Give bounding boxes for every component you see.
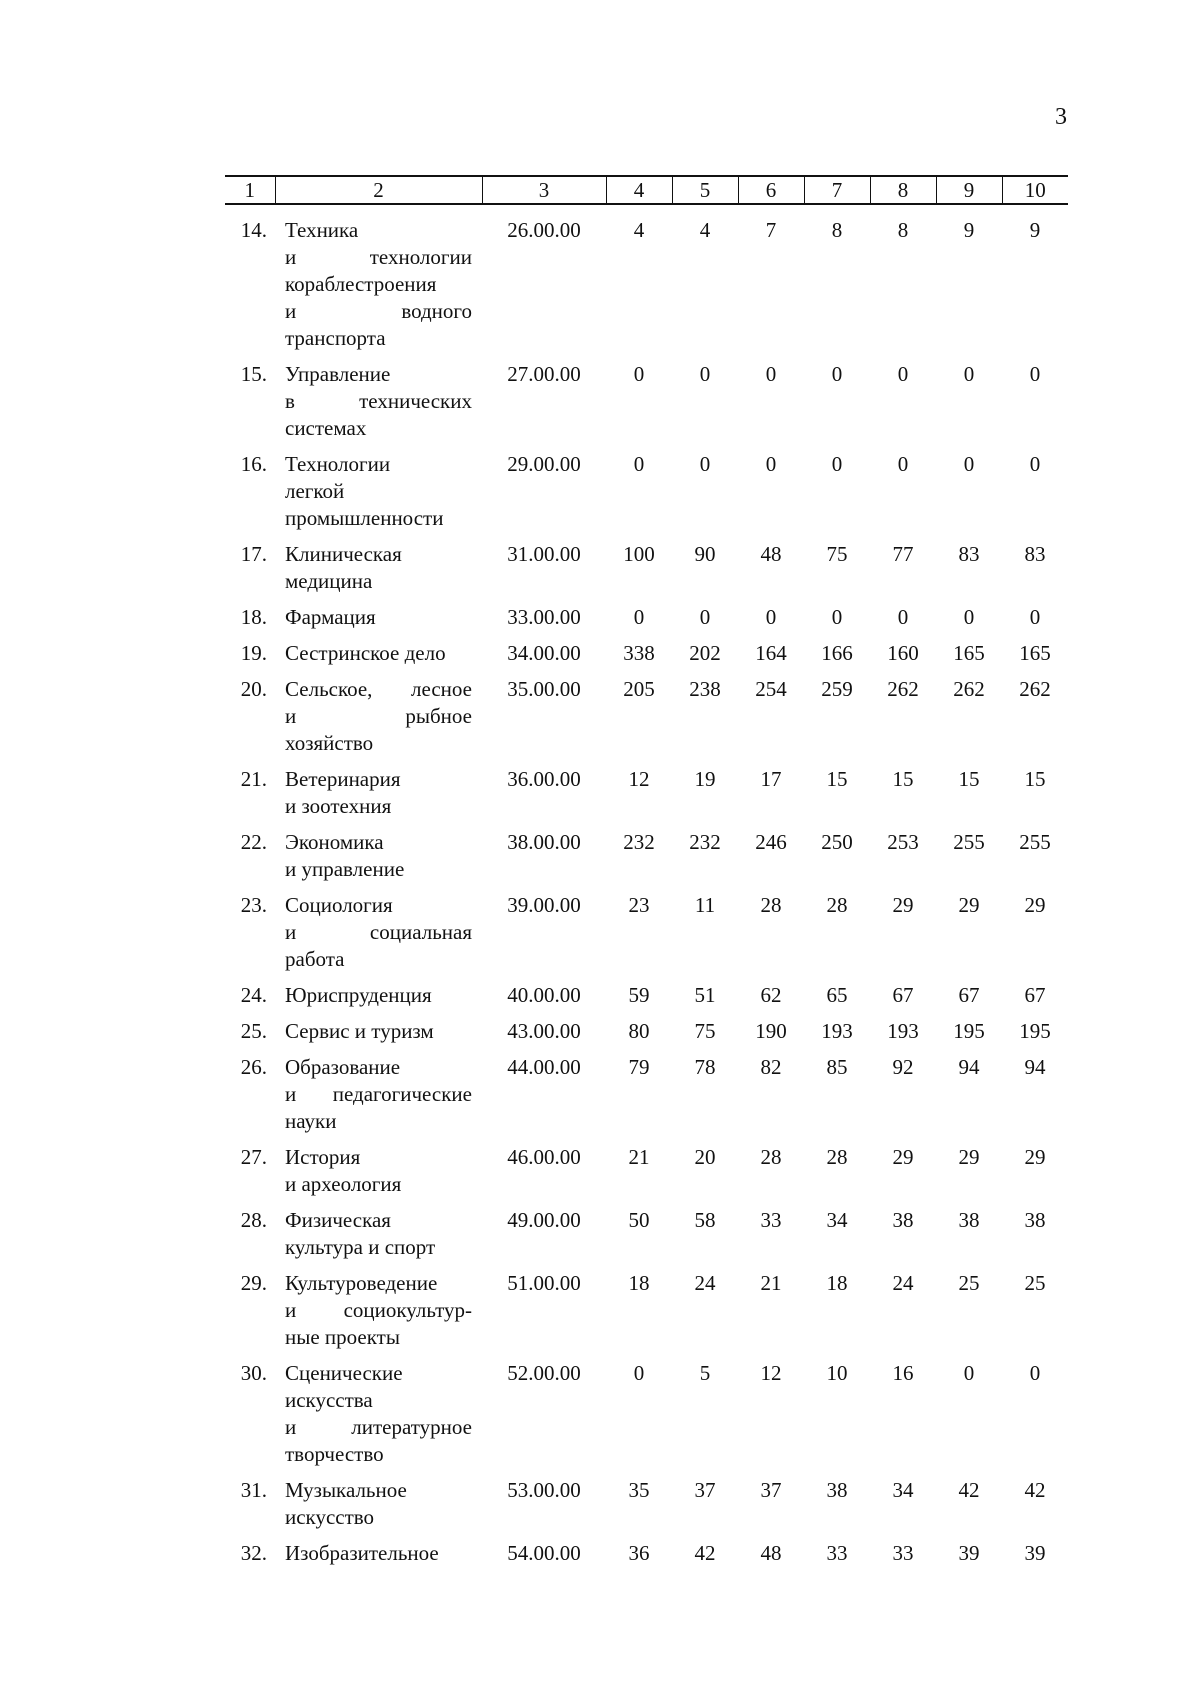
field-name-line: Техника (285, 218, 359, 242)
field-code: 35.00.00 (507, 677, 581, 701)
value-cell-col-5: 0 (699, 362, 711, 386)
field-name (275, 766, 482, 829)
value-cell-col-6: 12 (760, 1361, 782, 1385)
value-cell-col-9: 67 (958, 983, 980, 1007)
table-row (225, 1540, 1068, 1576)
value-cell-col-7: 0 (831, 362, 843, 386)
column-header-1: 1 (225, 176, 275, 204)
field-name-line: Музыкальное (285, 1478, 407, 1502)
field-code: 29.00.00 (507, 452, 581, 476)
value-cell-col-7: 8 (831, 218, 843, 242)
field-name-line: Культуроведение (285, 1271, 438, 1295)
page-number: 3 (1055, 104, 1067, 130)
value-cell-col-6: 7 (765, 218, 777, 242)
value-cell-col-4: 4 (633, 218, 645, 242)
field-name-line: Сельское, лесное (285, 677, 472, 701)
value-cell-col-10: 195 (1019, 1019, 1051, 1043)
field-code: 34.00.00 (507, 641, 581, 665)
header-spacer (225, 204, 1068, 217)
field-code: 52.00.00 (507, 1361, 581, 1385)
value-cell-col-4: 0 (633, 362, 645, 386)
value-cell-col-6: 82 (760, 1055, 782, 1079)
table-row (225, 1018, 1068, 1054)
field-name (275, 1018, 482, 1054)
value-cell-col-10: 0 (1029, 605, 1041, 629)
value-cell-col-9: 262 (953, 677, 985, 701)
field-name-line: Управление (285, 362, 391, 386)
value-cell-col-6: 0 (765, 362, 777, 386)
field-name (275, 1477, 482, 1540)
field-name (275, 829, 482, 892)
column-header-3: 3 (482, 176, 606, 204)
row-number: 20. (240, 677, 267, 701)
field-name (275, 1054, 482, 1144)
table-row (225, 766, 1068, 829)
value-cell-col-6: 17 (760, 767, 782, 791)
value-cell-col-10: 83 (1024, 542, 1046, 566)
field-code: 43.00.00 (507, 1019, 581, 1043)
value-cell-col-6: 0 (765, 605, 777, 629)
value-cell-col-8: 0 (897, 452, 909, 476)
value-cell-col-9: 165 (953, 641, 985, 665)
field-code: 40.00.00 (507, 983, 581, 1007)
value-cell-col-8: 160 (887, 641, 919, 665)
value-cell-col-5: 37 (694, 1478, 716, 1502)
field-name (275, 1360, 482, 1477)
value-cell-col-8: 0 (897, 362, 909, 386)
table-row (225, 1144, 1068, 1207)
value-cell-col-10: 262 (1019, 677, 1051, 701)
value-cell-col-7: 28 (826, 1145, 848, 1169)
table-row (225, 829, 1068, 892)
table-row (225, 604, 1068, 640)
value-cell-col-8: 16 (892, 1361, 914, 1385)
field-name (275, 604, 482, 640)
row-number: 21. (240, 767, 267, 791)
value-cell-col-8: 193 (887, 1019, 919, 1043)
table-row (225, 676, 1068, 766)
header-row (225, 176, 1068, 204)
column-header-2: 2 (275, 176, 482, 204)
value-cell-col-5: 11 (694, 893, 716, 917)
value-cell-col-4: 18 (628, 1271, 650, 1295)
field-name (275, 892, 482, 982)
field-name-line: Клиническая (285, 542, 402, 566)
value-cell-col-7: 33 (826, 1541, 848, 1565)
table-row (225, 1054, 1068, 1144)
field-code: 26.00.00 (507, 218, 581, 242)
value-cell-col-6: 33 (760, 1208, 782, 1232)
column-header-8: 8 (870, 176, 936, 204)
value-cell-col-7: 250 (821, 830, 853, 854)
value-cell-col-7: 65 (826, 983, 848, 1007)
value-cell-col-6: 28 (760, 1145, 782, 1169)
value-cell-col-6: 190 (755, 1019, 787, 1043)
value-cell-col-9: 195 (953, 1019, 985, 1043)
value-cell-col-5: 202 (689, 641, 721, 665)
table-row (225, 640, 1068, 676)
value-cell-col-7: 85 (826, 1055, 848, 1079)
table-header (225, 176, 1068, 204)
field-name-line: и археология (285, 1172, 402, 1196)
value-cell-col-8: 33 (892, 1541, 914, 1565)
value-cell-col-9: 0 (963, 362, 975, 386)
value-cell-col-9: 15 (958, 767, 980, 791)
value-cell-col-6: 62 (760, 983, 782, 1007)
field-name (275, 640, 482, 676)
value-cell-col-5: 78 (694, 1055, 716, 1079)
row-number: 15. (240, 362, 267, 386)
field-code: 54.00.00 (507, 1541, 581, 1565)
value-cell-col-8: 67 (892, 983, 914, 1007)
field-name-line: Сценические (285, 1361, 403, 1385)
row-number: 29. (240, 1271, 267, 1295)
value-cell-col-7: 15 (826, 767, 848, 791)
field-name-line: Сервис и туризм (285, 1019, 434, 1043)
field-name-line: и технологии (285, 245, 472, 269)
value-cell-col-5: 0 (699, 605, 711, 629)
value-cell-col-9: 42 (958, 1478, 980, 1502)
field-name (275, 1144, 482, 1207)
value-cell-col-10: 0 (1029, 362, 1041, 386)
row-number: 31. (240, 1478, 267, 1502)
value-cell-col-10: 0 (1029, 1361, 1041, 1385)
field-code: 27.00.00 (507, 362, 581, 386)
value-cell-col-9: 0 (963, 452, 975, 476)
field-name-line: хозяйство (285, 731, 374, 755)
data-table (225, 175, 1068, 1576)
value-cell-col-4: 338 (623, 641, 655, 665)
value-cell-col-4: 100 (623, 542, 655, 566)
value-cell-col-7: 34 (826, 1208, 848, 1232)
field-name-line: в технических (285, 389, 472, 413)
row-number: 16. (240, 452, 267, 476)
row-number: 19. (240, 641, 267, 665)
value-cell-col-4: 35 (628, 1478, 650, 1502)
field-code: 46.00.00 (507, 1145, 581, 1169)
field-code: 36.00.00 (507, 767, 581, 791)
value-cell-col-8: 92 (892, 1055, 914, 1079)
value-cell-col-4: 50 (628, 1208, 650, 1232)
field-name-line: Юриспруденция (285, 983, 432, 1007)
value-cell-col-10: 29 (1024, 893, 1046, 917)
value-cell-col-4: 0 (633, 1361, 645, 1385)
table-row (225, 541, 1068, 604)
field-name-line: и управление (285, 857, 405, 881)
value-cell-col-6: 254 (755, 677, 787, 701)
field-name-line: медицина (285, 569, 373, 593)
field-name-line: легкой (285, 479, 345, 503)
value-cell-col-10: 67 (1024, 983, 1046, 1007)
value-cell-col-5: 19 (694, 767, 716, 791)
column-header-4: 4 (606, 176, 672, 204)
value-cell-col-7: 193 (821, 1019, 853, 1043)
field-name-line: системах (285, 416, 367, 440)
field-name-line: творчество (285, 1442, 384, 1466)
field-name (275, 1270, 482, 1360)
field-name-line: и педагогические (285, 1082, 472, 1106)
column-header-5: 5 (672, 176, 738, 204)
value-cell-col-9: 9 (963, 218, 975, 242)
value-cell-col-4: 205 (623, 677, 655, 701)
field-name-line: культура и спорт (285, 1235, 436, 1259)
value-cell-col-9: 29 (958, 1145, 980, 1169)
value-cell-col-8: 38 (892, 1208, 914, 1232)
field-name (275, 361, 482, 451)
column-header-6: 6 (738, 176, 804, 204)
value-cell-col-7: 0 (831, 605, 843, 629)
field-name-line: История (285, 1145, 361, 1169)
value-cell-col-7: 0 (831, 452, 843, 476)
value-cell-col-10: 165 (1019, 641, 1051, 665)
value-cell-col-4: 80 (628, 1019, 650, 1043)
value-cell-col-10: 94 (1024, 1055, 1046, 1079)
value-cell-col-9: 29 (958, 893, 980, 917)
field-name (275, 1207, 482, 1270)
row-number: 24. (240, 983, 267, 1007)
value-cell-col-5: 51 (694, 983, 716, 1007)
value-cell-col-8: 0 (897, 605, 909, 629)
value-cell-col-4: 0 (633, 452, 645, 476)
table-row (225, 1270, 1068, 1360)
field-name-line: Изобразительное (285, 1541, 439, 1565)
row-number: 28. (240, 1208, 267, 1232)
value-cell-col-8: 15 (892, 767, 914, 791)
value-cell-col-4: 12 (628, 767, 650, 791)
value-cell-col-7: 10 (826, 1361, 848, 1385)
field-name-line: Экономика (285, 830, 384, 854)
field-name-line: Образование (285, 1055, 401, 1079)
field-name-line: Ветеринария (285, 767, 401, 791)
value-cell-col-9: 25 (958, 1271, 980, 1295)
value-cell-col-5: 232 (689, 830, 721, 854)
value-cell-col-10: 42 (1024, 1478, 1046, 1502)
row-number: 18. (240, 605, 267, 629)
field-name-line: промышленности (285, 506, 444, 530)
field-name (275, 1540, 482, 1576)
field-code: 38.00.00 (507, 830, 581, 854)
value-cell-col-9: 0 (963, 605, 975, 629)
value-cell-col-5: 24 (694, 1271, 716, 1295)
field-name-line: науки (285, 1109, 337, 1133)
table-row (225, 361, 1068, 451)
value-cell-col-5: 238 (689, 677, 721, 701)
value-cell-col-9: 83 (958, 542, 980, 566)
field-name-line: ные проекты (285, 1325, 400, 1349)
field-name-line: и зоотехния (285, 794, 392, 818)
value-cell-col-7: 259 (821, 677, 853, 701)
field-name-line: и рыбное (285, 704, 472, 728)
field-name-line: Социология (285, 893, 393, 917)
value-cell-col-4: 232 (623, 830, 655, 854)
value-cell-col-6: 164 (755, 641, 787, 665)
value-cell-col-4: 36 (628, 1541, 650, 1565)
value-cell-col-5: 0 (699, 452, 711, 476)
field-name-line: транспорта (285, 326, 386, 350)
value-cell-col-8: 34 (892, 1478, 914, 1502)
value-cell-col-10: 29 (1024, 1145, 1046, 1169)
value-cell-col-9: 255 (953, 830, 985, 854)
field-name (275, 451, 482, 541)
field-name-line: Технологии (285, 452, 391, 476)
value-cell-col-6: 246 (755, 830, 787, 854)
table-row (225, 1360, 1068, 1477)
field-name (275, 541, 482, 604)
value-cell-col-5: 58 (694, 1208, 716, 1232)
field-name-line: и социальная (285, 920, 472, 944)
value-cell-col-10: 38 (1024, 1208, 1046, 1232)
field-name (275, 982, 482, 1018)
row-number: 17. (240, 542, 267, 566)
value-cell-col-4: 21 (628, 1145, 650, 1169)
value-cell-col-4: 0 (633, 605, 645, 629)
field-name-line: искусство (285, 1505, 375, 1529)
field-code: 53.00.00 (507, 1478, 581, 1502)
value-cell-col-6: 48 (760, 1541, 782, 1565)
value-cell-col-6: 21 (760, 1271, 782, 1295)
field-name-line: и водного (285, 299, 472, 323)
value-cell-col-6: 37 (760, 1478, 782, 1502)
table-row (225, 1477, 1068, 1540)
column-header-10: 10 (1002, 176, 1068, 204)
value-cell-col-10: 0 (1029, 452, 1041, 476)
value-cell-col-9: 38 (958, 1208, 980, 1232)
value-cell-col-5: 90 (694, 542, 716, 566)
value-cell-col-5: 20 (694, 1145, 716, 1169)
value-cell-col-5: 4 (699, 218, 711, 242)
field-code: 49.00.00 (507, 1208, 581, 1232)
value-cell-col-6: 0 (765, 452, 777, 476)
value-cell-col-9: 39 (958, 1541, 980, 1565)
field-name-line: и литературное (285, 1415, 472, 1439)
value-cell-col-5: 75 (694, 1019, 716, 1043)
row-number: 26. (240, 1055, 267, 1079)
value-cell-col-8: 8 (897, 218, 909, 242)
value-cell-col-7: 75 (826, 542, 848, 566)
row-number: 23. (240, 893, 267, 917)
value-cell-col-6: 48 (760, 542, 782, 566)
field-name (275, 676, 482, 766)
value-cell-col-7: 18 (826, 1271, 848, 1295)
table-row (225, 892, 1068, 982)
value-cell-col-10: 39 (1024, 1541, 1046, 1565)
value-cell-col-8: 29 (892, 1145, 914, 1169)
field-code: 51.00.00 (507, 1271, 581, 1295)
value-cell-col-4: 79 (628, 1055, 650, 1079)
value-cell-col-8: 253 (887, 830, 919, 854)
row-number: 22. (240, 830, 267, 854)
value-cell-col-7: 166 (821, 641, 853, 665)
row-number: 27. (240, 1145, 267, 1169)
row-number: 25. (240, 1019, 267, 1043)
table-row (225, 217, 1068, 361)
table-body (225, 204, 1068, 1576)
table-row (225, 982, 1068, 1018)
value-cell-col-8: 262 (887, 677, 919, 701)
field-name-line: искусства (285, 1388, 373, 1412)
field-code: 39.00.00 (507, 893, 581, 917)
table-row (225, 1207, 1068, 1270)
field-name-line: Сестринское дело (285, 641, 446, 665)
field-name-line: работа (285, 947, 345, 971)
value-cell-col-5: 5 (699, 1361, 711, 1385)
field-name-line: Физическая (285, 1208, 391, 1232)
value-cell-col-6: 28 (760, 893, 782, 917)
value-cell-col-9: 94 (958, 1055, 980, 1079)
value-cell-col-10: 25 (1024, 1271, 1046, 1295)
value-cell-col-8: 29 (892, 893, 914, 917)
field-name (275, 217, 482, 361)
value-cell-col-10: 255 (1019, 830, 1051, 854)
column-header-9: 9 (936, 176, 1002, 204)
field-code: 44.00.00 (507, 1055, 581, 1079)
row-number: 32. (240, 1541, 267, 1565)
value-cell-col-9: 0 (963, 1361, 975, 1385)
row-number: 30. (240, 1361, 267, 1385)
field-code: 31.00.00 (507, 542, 581, 566)
value-cell-col-4: 23 (628, 893, 650, 917)
value-cell-col-8: 77 (892, 542, 914, 566)
value-cell-col-10: 15 (1024, 767, 1046, 791)
value-cell-col-10: 9 (1029, 218, 1041, 242)
field-name-line: Фармация (285, 605, 376, 629)
value-cell-col-8: 24 (892, 1271, 914, 1295)
table-row (225, 451, 1068, 541)
value-cell-col-4: 59 (628, 983, 650, 1007)
row-number: 14. (240, 218, 267, 242)
value-cell-col-7: 38 (826, 1478, 848, 1502)
value-cell-col-7: 28 (826, 893, 848, 917)
value-cell-col-5: 42 (694, 1541, 716, 1565)
field-name-line: и социокультур- (285, 1298, 472, 1322)
field-name-line: кораблестроения (285, 272, 437, 296)
column-header-7: 7 (804, 176, 870, 204)
field-code: 33.00.00 (507, 605, 581, 629)
